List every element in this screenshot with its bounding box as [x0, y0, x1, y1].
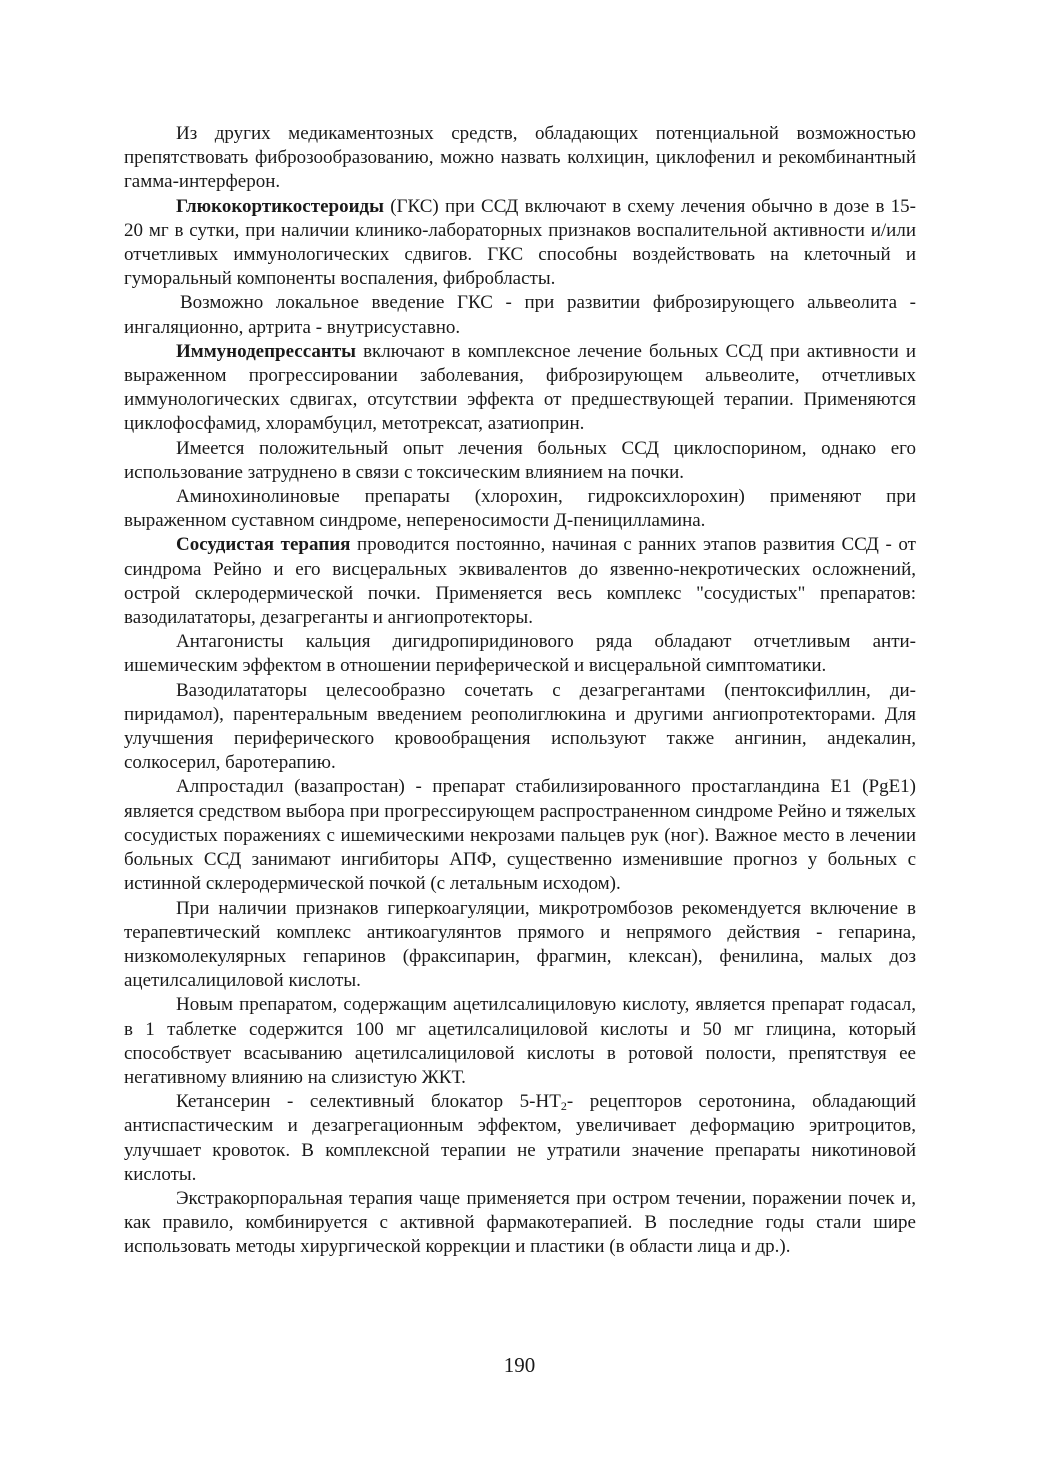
paragraph-anticoagulants: При наличии признаков гиперкоагуляции, микротромбозов рекомендуется включение в терапевтический комплекс антикоагулянтов прямого и непрямого действия - гепарина, низкомолекулярных гепаринов (фраксипарин, фрагмин, клексан), фенилина, малых доз ацетилсалициловой кислоты. — [124, 897, 916, 992]
paragraph-ketanserin — [124, 1090, 916, 1187]
subscript: 2 — [560, 1099, 567, 1114]
paragraph-aminoquinoline: Аминохинолиновые препараты (хлорохин, гидроксихлорохин) применяют при выраженном суставном синдроме, непереносимости Д-пеницилламина. — [124, 486, 916, 532]
paragraph-local-gks: Возможно локальное введение ГКС - при развитии фиброзирующего альвеолита - ингаляционно, артрита - внутрисуставно. — [124, 292, 916, 338]
paragraph-text: включают в комплексное лечение больных ССД при активности и выраженном прогрессировании заболевания, фиброзирующем альвеолите, отчетливых иммунологических сдвигах, отсутствии эффекта от предшествующей терапии. Применяются циклофосфамид, хлорамбуцил, метотрексат, азатиоприн. — [124, 340, 916, 435]
paragraph-text: проводится постоянно, начиная с ранних этапов развития ССД - от синдрома Рейно и его висцеральных эквивалентов до язвенно-некротических осложнений, острой склеродермической почки. Применяется весь комплекс "сосудистых" препаратов: вазодилататоры, дезагреганты и ангиопротекторы. — [124, 534, 916, 629]
paragraph-alprostadil: Алпростадил (вазапростан) - препарат стабилизированного простагландина Е1 (PgE1) является средством выбора при прогрессирующем распространенном синдроме Рейно и тяжелых сосудистых поражениях с ишемическими некрозами пальцев рук (ног). Важное место в лечении больных ССД занимают ингибиторы АПФ, существенно изменившие прогноз у больных с истинной склеродермической почкой (с летальным исходом). — [124, 776, 916, 895]
paragraph-extracorporeal: Экстракорпоральная терапия чаще применяется при остром течении, поражении почек и, как правило, комбинируется с активной фармакотерапией. В последние годы стали шире использовать методы хирургической коррекции и пластики (в области лица и др.). — [124, 1187, 916, 1258]
paragraph-glucocorticoids — [124, 195, 916, 292]
paragraph-immunosuppressants — [124, 340, 916, 437]
paragraph-calcium-antagonists: Антагонисты кальция дигидропиридинового ряда обладают отчетливым антиишемическим эффектом в отношении периферической и висцеральной симптоматики. — [124, 631, 916, 677]
document-body — [124, 122, 916, 1260]
paragraph-vasodilators: Вазодилататоры целесообразно сочетать с дезагрегантами (пентоксифиллин, дипиридамол), парентеральным введением реополиглюкина и другими ангиопротекторами. Для улучшения периферического кровообращения используют также ангинин, андекалин, солкосерил, баротерапию. — [124, 679, 916, 774]
paragraph-antifibrotic: Из других медикаментозных средств, обладающих потенциальной возможностью препятствовать фиброзообразованию, можно назвать колхицин, циклофенил и рекомбинантный гамма-интерферон. — [124, 123, 916, 193]
paragraph-text: Кетансерин - селективный блокатор 5-HT — [176, 1091, 561, 1113]
paragraph-text: (ГКС) при ССД включают в схему лечения обычно в дозе в 15-20 мг в сутки, при наличии клинико-лабораторных признаков воспалительной активности и/или отчетливых иммунологических сдвигов. ГКС способны воздействовать на клеточный и гуморальный компоненты воспаления, фибробласты. — [124, 195, 916, 290]
paragraph-vascular-therapy — [124, 533, 916, 630]
paragraph-text: - рецепторов серотонина, обладающий антиспастическим и дезагрегационным эффектом, увеличивает деформацию эритроцитов, улучшает кровоток. В комплексной терапии не утратили значение препараты никотиновой кислоты. — [124, 1091, 916, 1185]
term-glucocorticoids: Глюкокортикостероиды — [176, 195, 384, 217]
term-vascular-therapy: Сосудистая терапия — [176, 534, 351, 556]
term-immunosuppressants: Иммунодепрессанты — [176, 340, 356, 362]
page-number: 190 — [503, 1353, 536, 1377]
paragraph-cyclosporine: Имеется положительный опыт лечения больных ССД циклоспорином, однако его использование затруднено в связи с токсическим влиянием на почки. — [124, 437, 916, 483]
paragraph-godasal: Новым препаратом, содержащим ацетилсалициловую кислоту, является препарат годасал, в 1 таблетке содержится 100 мг ацетилсалициловой кислоты и 50 мг глицина, который способствует всасыванию ацетилсалициловой кислоты в ротовой полости, препятствуя ее негативному влиянию на слизистую ЖКТ. — [124, 994, 916, 1088]
